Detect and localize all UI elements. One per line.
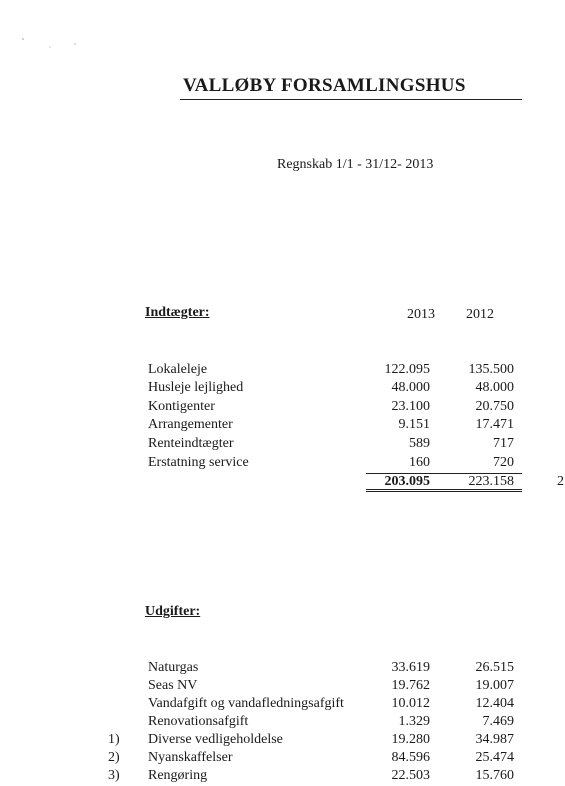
value-2012: 20.750 [475, 399, 514, 414]
value-2012: 717 [493, 436, 514, 451]
value-2012: 34.987 [475, 732, 514, 747]
value-2012: 15.760 [475, 768, 514, 783]
row-label: Nyanskaffelser [148, 750, 233, 765]
value-2013: 48.000 [391, 380, 430, 395]
value-2012: 48.000 [475, 380, 514, 395]
row-label: Rengøring [148, 768, 208, 783]
row-label: Husleje lejlighed [148, 380, 244, 395]
value-2013: 122.095 [384, 362, 430, 377]
value-2013: 19.762 [391, 678, 430, 693]
total-2012: 223.158 [468, 474, 514, 489]
document-title: VALLØBY FORSAMLINGSHUS [183, 75, 466, 96]
income-row [0, 436, 565, 454]
column-header-2012: 2012 [466, 307, 494, 322]
cropped-edge-text: 2 [557, 474, 564, 489]
row-label: Diverse vedligeholdelse [148, 732, 283, 747]
expense-row [0, 732, 565, 750]
value-2013: 589 [409, 436, 430, 451]
value-2013: 10.012 [391, 696, 430, 711]
row-label: Kontigenter [148, 399, 215, 414]
income-row [0, 362, 565, 380]
value-2012: 720 [493, 455, 514, 470]
expense-row [0, 678, 565, 696]
scan-specks [20, 35, 90, 55]
value-2012: 17.471 [475, 417, 514, 432]
value-2012: 12.404 [475, 696, 514, 711]
expense-row [0, 660, 565, 678]
value-2013: 1.329 [398, 714, 430, 729]
value-2013: 160 [409, 455, 430, 470]
row-label: Naturgas [148, 660, 199, 675]
expense-row [0, 750, 565, 768]
row-label: Vandafgift og vandafledningsafgift [148, 696, 344, 711]
expenses-heading: Udgifter: [145, 604, 201, 619]
income-row [0, 380, 565, 398]
row-label: Erstatning service [148, 455, 249, 470]
expense-row [0, 714, 565, 732]
value-2013: 33.619 [391, 660, 430, 675]
expense-row [0, 696, 565, 714]
value-2012: 7.469 [482, 714, 514, 729]
expense-row [0, 768, 565, 786]
row-label: Arrangementer [148, 417, 233, 432]
value-2012: 26.515 [475, 660, 514, 675]
row-label: Lokaleleje [148, 362, 208, 377]
row-label: Seas NV [148, 678, 198, 693]
total-double-rule [366, 489, 522, 492]
value-2012: 135.500 [468, 362, 514, 377]
total-2013: 203.095 [384, 474, 430, 489]
value-2013: 9.151 [398, 417, 430, 432]
note-marker: 1) [108, 732, 120, 747]
row-label: Renteindtægter [148, 436, 234, 451]
title-underline [180, 99, 522, 100]
value-2012: 25.474 [475, 750, 514, 765]
value-2013: 22.503 [391, 768, 430, 783]
document-subtitle: Regnskab 1/1 - 31/12- 2013 [277, 157, 434, 172]
income-heading: Indtægter: [145, 305, 210, 320]
value-2013: 19.280 [391, 732, 430, 747]
row-label: Renovationsafgift [148, 714, 249, 729]
value-2012: 19.007 [475, 678, 514, 693]
note-marker: 2) [108, 750, 120, 765]
note-marker: 3) [108, 768, 120, 783]
value-2013: 84.596 [391, 750, 430, 765]
value-2013: 23.100 [391, 399, 430, 414]
column-header-2013: 2013 [407, 307, 435, 322]
income-row [0, 417, 565, 435]
income-row [0, 455, 565, 473]
income-row [0, 399, 565, 417]
